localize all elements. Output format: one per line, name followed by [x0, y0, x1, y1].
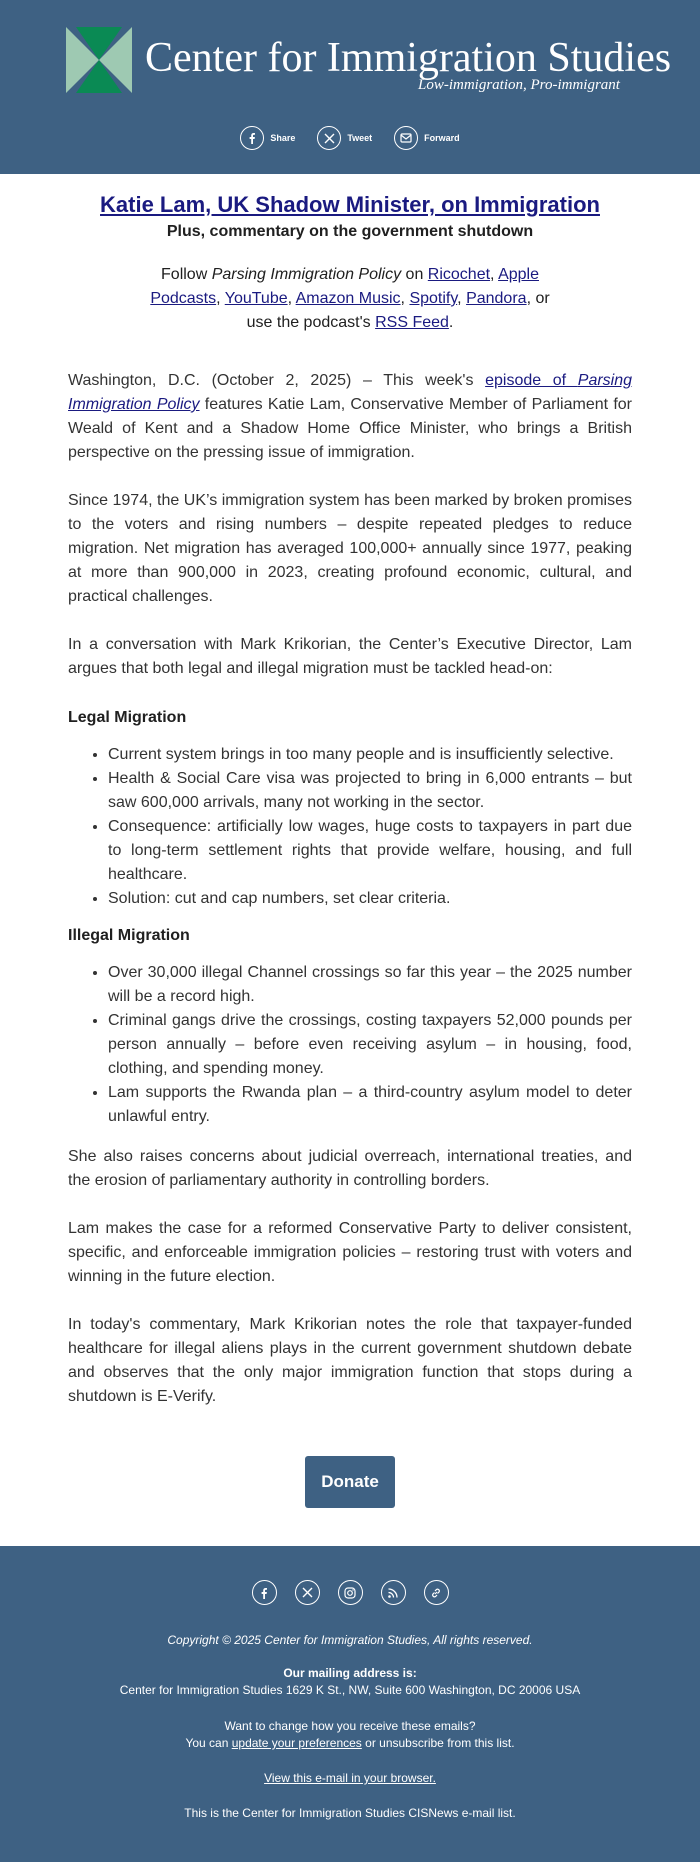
preferences-line	[0, 1736, 700, 1750]
paragraph: In today's commentary, Mark Krikorian notes the role that taxpayer-funded healthcare for illegal aliens plays in the current government shutdown debate and observes that the only major immigration function that stops during a shutdown is E-Verify.	[68, 1316, 632, 1405]
facebook-icon[interactable]	[252, 1580, 277, 1605]
view-in-browser-link[interactable]: View this e-mail in your browser.	[264, 1771, 436, 1785]
list-item: • Over 30,000 illegal Channel crossings so far this year – the 2025 number will be a record high.	[108, 961, 632, 1009]
tweet-label: Tweet	[347, 133, 373, 143]
email-icon	[394, 126, 418, 150]
prefs-prefix: You can	[185, 1736, 232, 1750]
share-bar	[0, 126, 700, 150]
email-header	[0, 0, 700, 174]
share-facebook-button[interactable]	[240, 126, 295, 150]
link-icon[interactable]	[424, 1580, 449, 1605]
list-item: • Lam supports the Rwanda plan – a third-country asylum model to deter unlawful entry.	[108, 1081, 632, 1129]
separator: ,	[400, 290, 410, 307]
org-name: Center for Immigration Studies	[145, 35, 672, 81]
rss-icon[interactable]	[381, 1580, 406, 1605]
paragraph: She also raises concerns about judicial overreach, international treaties, and the erosion of parliamentary authority in controlling borders.	[68, 1148, 632, 1189]
ricochet-link[interactable]: Ricochet	[427, 266, 491, 283]
apple-podcasts-link[interactable]: Apple Podcasts	[150, 266, 539, 307]
list-item: • Criminal gangs drive the crossings, costing taxpayers 52,000 pounds per person annually – before even receiving asylum – in housing, food, clothing, and spending money.	[108, 1009, 632, 1081]
youtube-link[interactable]: YouTube	[224, 290, 288, 307]
article-title-link[interactable]: Katie Lam, UK Shadow Minister, on Immigration	[100, 192, 600, 217]
email-body	[0, 192, 700, 1546]
spotify-link[interactable]: Spotify	[409, 290, 458, 307]
podcast-follow	[140, 263, 560, 335]
intro-suffix: features Katie Lam, Conservative Member of Parliament for Weald of Kent and a Shadow Home Office Minister, who brings a British perspective on the pressing issue of immigration.	[68, 396, 633, 461]
share-tweet-button[interactable]	[317, 126, 372, 150]
episode-link-show: Parsing Immigration Policy	[68, 372, 633, 413]
change-email-question: Want to change how you receive these emails?	[224, 1719, 476, 1733]
facebook-icon	[240, 126, 264, 150]
instagram-icon[interactable]	[338, 1580, 363, 1605]
separator: ,	[457, 290, 467, 307]
intro-prefix: Washington, D.C. (October 2, 2025) – This week's	[68, 372, 486, 389]
mailing-address-label: Our mailing address is:	[283, 1666, 417, 1680]
mailing-address: Center for Immigration Studies 1629 K St., NW, Suite 600 Washington, DC 20006 USA	[119, 1683, 581, 1697]
x-icon	[317, 126, 341, 150]
legal-migration-list	[68, 743, 632, 911]
rss-feed-link[interactable]: RSS Feed	[375, 314, 449, 331]
rss-prefix: , or use the podcast's	[246, 290, 550, 331]
list-item: • Consequence: artificially low wages, huge costs to taxpayers in part due to long-term settlement rights that provide welfare, housing, and full healthcare.	[108, 815, 632, 887]
copyright: Copyright © 2025 Center for Immigration Studies, All rights reserved.	[167, 1633, 533, 1647]
social-links	[0, 1546, 700, 1605]
share-label: Share	[270, 133, 296, 143]
illegal-migration-list	[68, 961, 632, 1129]
follow-end: .	[448, 314, 454, 331]
legal-migration-heading: Legal Migration	[68, 709, 187, 726]
list-item: • Solution: cut and cap numbers, set clear criteria.	[108, 887, 632, 911]
share-forward-button[interactable]	[394, 126, 460, 150]
email-footer	[0, 1546, 700, 1862]
follow-prefix: Follow	[161, 266, 212, 283]
x-icon[interactable]	[295, 1580, 320, 1605]
list-note: This is the Center for Immigration Studies CISNews e-mail list.	[184, 1806, 516, 1820]
amazon-music-link[interactable]: Amazon Music	[295, 290, 401, 307]
donate-button[interactable]: Donate	[305, 1456, 395, 1508]
intro-paragraph	[68, 369, 632, 465]
pandora-link[interactable]: Pandora	[466, 290, 527, 307]
paragraph: Since 1974, the UK’s immigration system has been marked by broken promises to the voters and rising numbers – despite repeated pledges to reduce migration. Net migration has averaged 100,000+ annually since 1977, peaking at more than 900,000 in 2023, creating profound economic, cultural, and practical challenges.	[68, 492, 632, 605]
forward-label: Forward	[424, 133, 460, 143]
follow-on: on	[401, 266, 428, 283]
org-tagline: Low-immigration, Pro-immigrant	[418, 77, 620, 93]
illegal-migration-heading: Illegal Migration	[68, 927, 190, 944]
prefs-suffix: or unsubscribe from this list.	[361, 1736, 515, 1750]
article-subtitle: Plus, commentary on the government shutdown	[166, 223, 534, 240]
separator: ,	[216, 290, 225, 307]
separator: ,	[490, 266, 499, 283]
list-item: • Current system brings in too many people and is insufficiently selective.	[108, 743, 632, 767]
paragraph: Lam makes the case for a reformed Conservative Party to deliver consistent, specific, and enforceable immigration policies – restoring trust with voters and winning in the future election.	[68, 1220, 632, 1285]
browser-line	[0, 1771, 700, 1785]
separator: ,	[287, 290, 296, 307]
episode-link-text: episode of	[485, 372, 578, 389]
article-title	[68, 192, 632, 218]
list-item: • Health & Social Care visa was projected to bring in 6,000 entrants – but saw 600,000 arrivals, many not working in the sector.	[108, 767, 632, 815]
cis-logo-icon	[66, 27, 132, 93]
paragraph: In a conversation with Mark Krikorian, the Center’s Executive Director, Lam argues that both legal and illegal migration must be tackled head-on:	[68, 636, 632, 677]
show-name: Parsing Immigration Policy	[211, 266, 402, 283]
update-preferences-link[interactable]: update your preferences	[231, 1736, 362, 1750]
donate-section	[68, 1456, 632, 1546]
